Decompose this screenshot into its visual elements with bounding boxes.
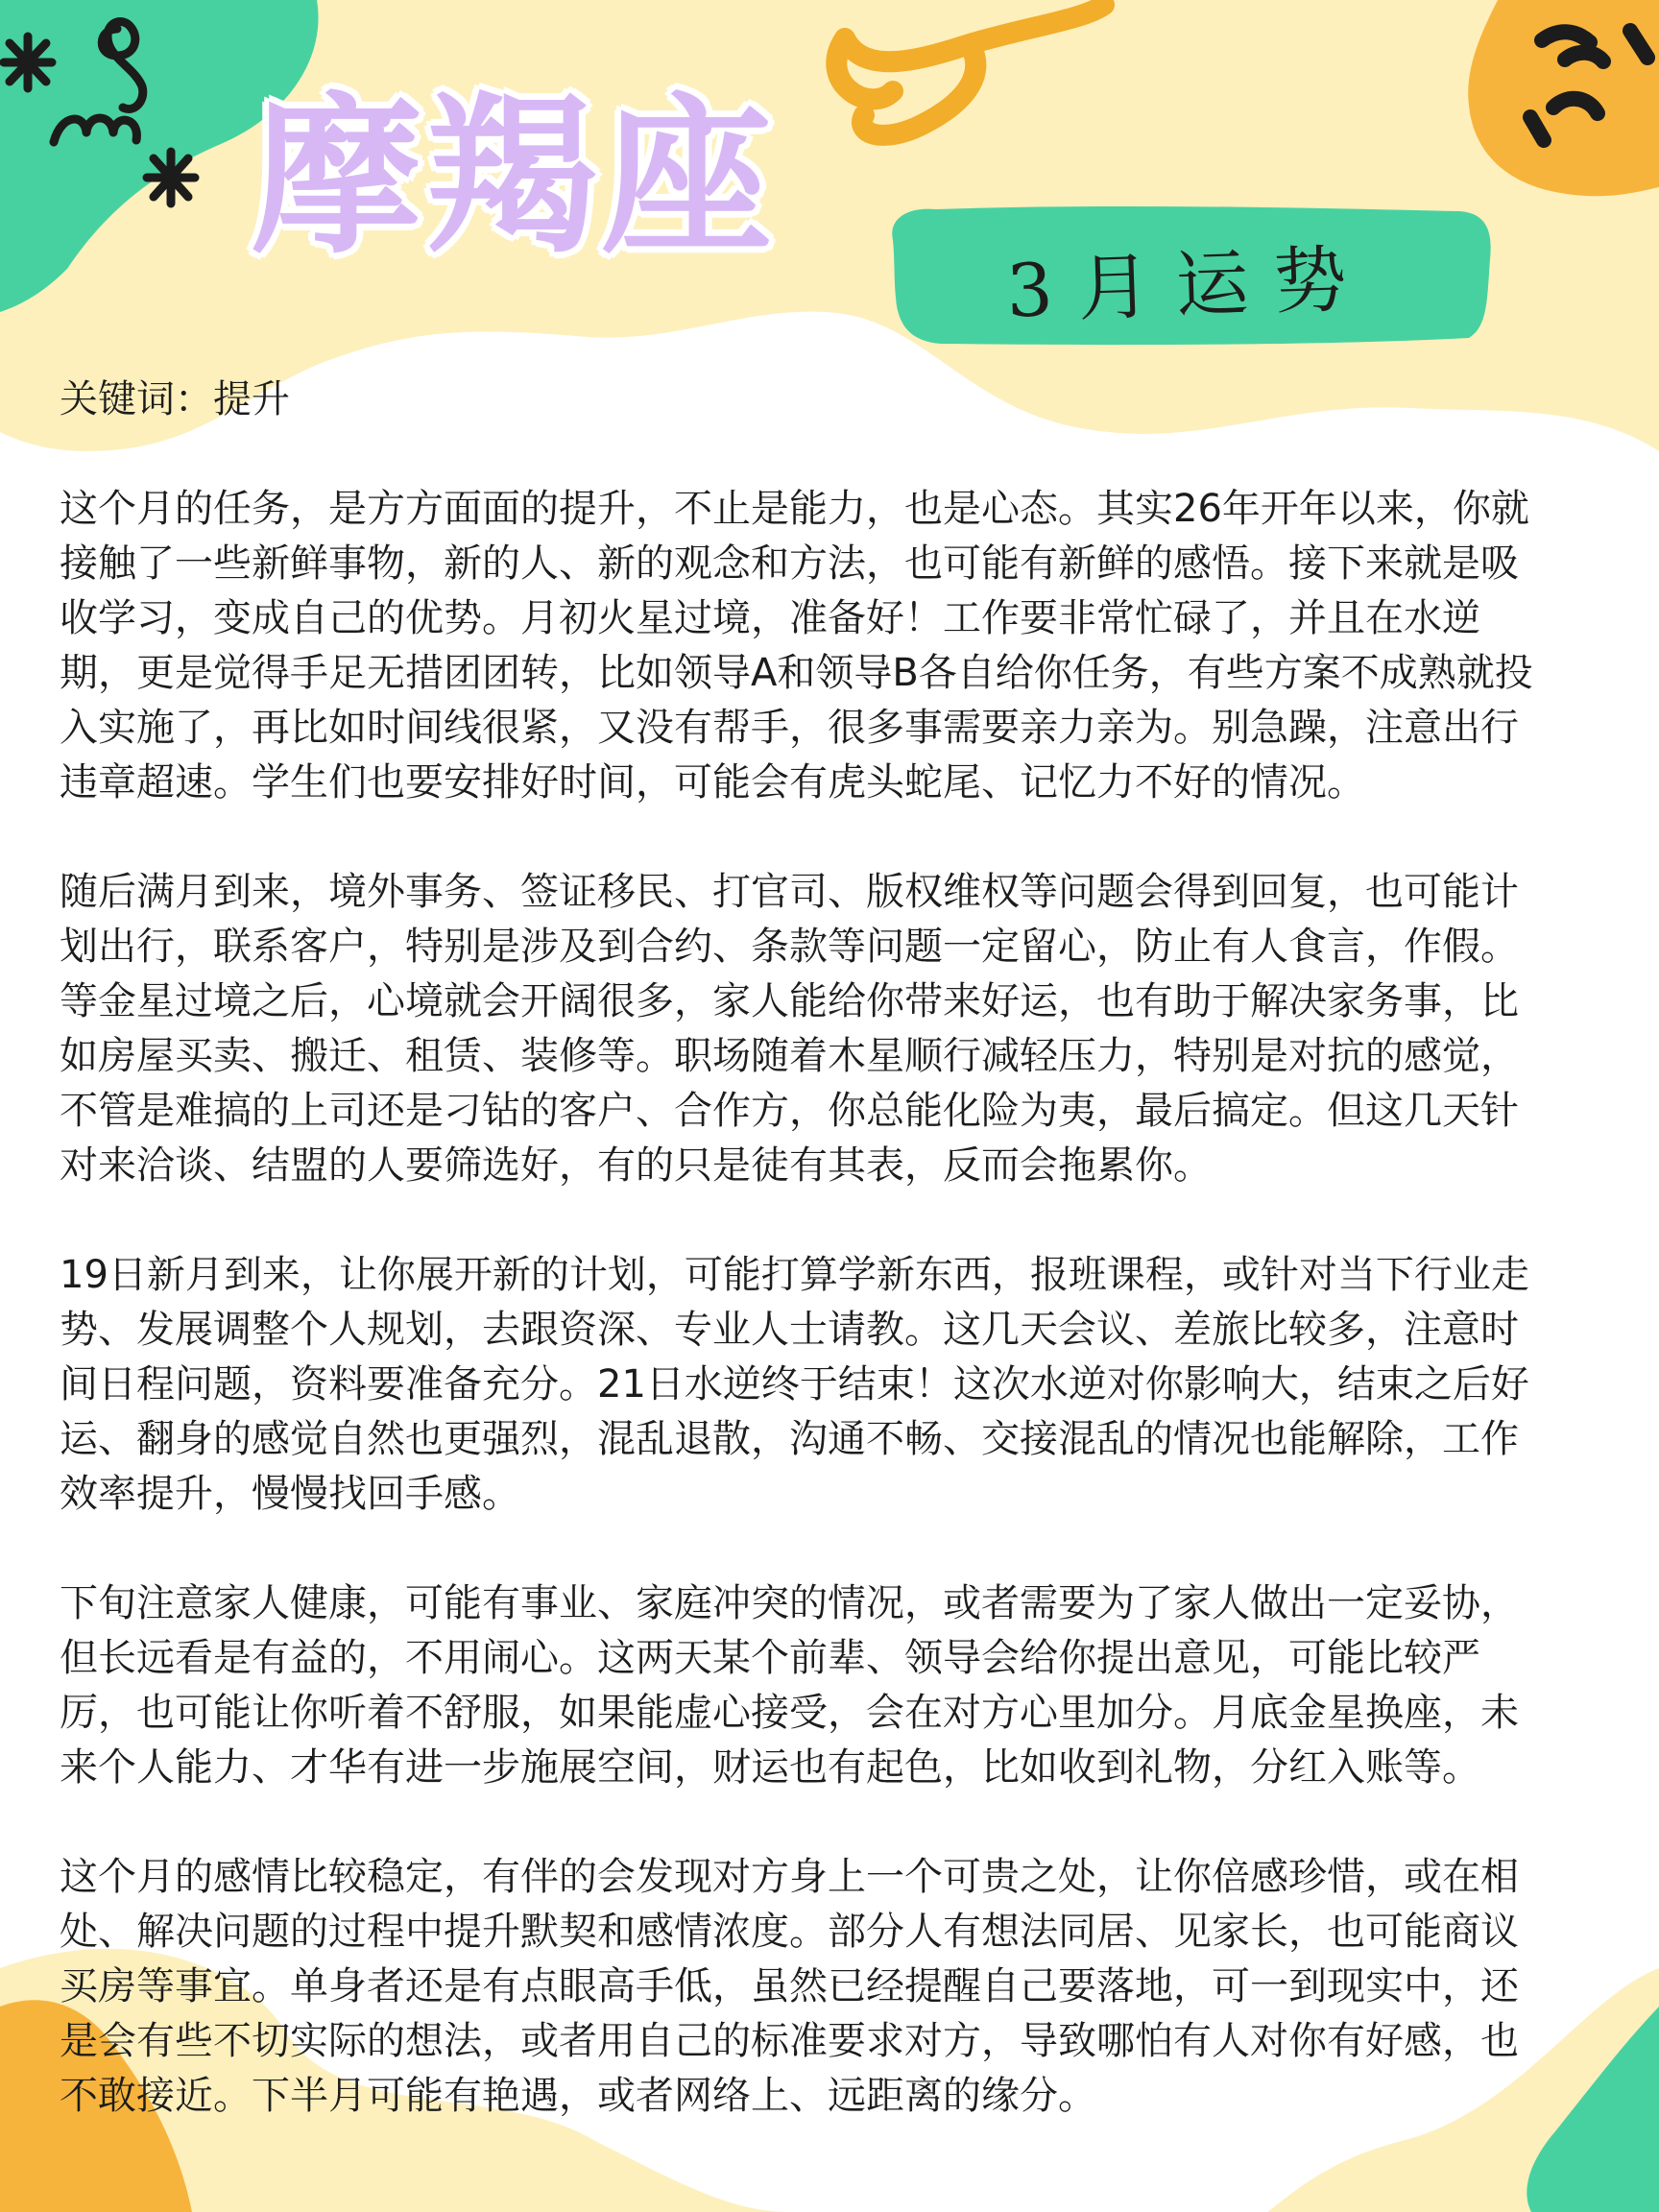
paragraph-line: 效率提升，慢慢找回手感。 bbox=[60, 1472, 520, 1516]
paragraph-line: 但长远看是有益的，不用闹心。这两天某个前辈、领导会给你提出意见，可能比较严 bbox=[60, 1636, 1480, 1680]
keyword-line: 关键词：提升 bbox=[60, 377, 290, 421]
paragraph-line: 势、发展调整个人规划，去跟资深、专业人士请教。这几天会议、差旅比较多，注意时 bbox=[60, 1308, 1519, 1352]
paragraph-line: 这个月的任务，是方方面面的提升，不止是能力，也是心态。其实26年开年以来，你就 bbox=[60, 487, 1529, 531]
paragraph-line: 等金星过境之后，心境就会开阔很多，家人能给你带来好运，也有助于解决家务事，比 bbox=[60, 979, 1519, 1023]
paragraph-line: 这个月的感情比较稳定，有伴的会发现对方身上一个可贵之处，让你倍感珍惜，或在相 bbox=[60, 1855, 1519, 1899]
paragraph-2 bbox=[60, 865, 1605, 1193]
paragraph-line: 随后满月到来，境外事务、签证移民、打官司、版权维权等问题会得到回复，也可能计 bbox=[60, 870, 1519, 914]
paragraph-line: 处、解决问题的过程中提升默契和感情浓度。部分人有想法同居、见家长，也可能商议 bbox=[60, 1910, 1519, 1954]
paragraph-line: 如房屋买卖、搬迁、租赁、装修等。职场随着木星顺行减轻压力，特别是对抗的感觉， bbox=[60, 1034, 1519, 1078]
paragraph-5 bbox=[60, 1850, 1605, 2124]
paragraph-line: 间日程问题，资料要准备充分。21日水逆终于结束！这次水逆对你影响大，结束之后好 bbox=[60, 1362, 1529, 1407]
paragraph-3 bbox=[60, 1248, 1605, 1522]
paragraph-line: 下旬注意家人健康，可能有事业、家庭冲突的情况，或者需要为了家人做出一定妥协， bbox=[60, 1581, 1519, 1625]
paragraph-line: 19日新月到来，让你展开新的计划，可能打算学新东西，报班课程，或针对当下行业走 bbox=[60, 1253, 1529, 1297]
paragraph-line: 不敢接近。下半月可能有艳遇，或者网络上、远距离的缘分。 bbox=[60, 2074, 1096, 2118]
paragraph-line: 是会有些不切实际的想法，或者用自己的标准要求对方，导致哪怕有人对你有好感，也 bbox=[60, 2019, 1519, 2063]
paragraph-line: 不管是难搞的上司还是刁钻的客户、合作方，你总能化险为夷，最后搞定。但这几天针 bbox=[60, 1089, 1519, 1133]
paragraph-line: 违章超速。学生们也要安排好时间，可能会有虎头蛇尾、记忆力不好的情况。 bbox=[60, 760, 1365, 805]
paragraph-line: 运、翻身的感觉自然也更强烈，混乱退散，沟通不畅、交接混乱的情况也能解除，工作 bbox=[60, 1417, 1519, 1461]
paragraph-line: 对来洽谈、结盟的人要筛选好，有的只是徒有其表，反而会拖累你。 bbox=[60, 1143, 1212, 1188]
paragraph-line: 接触了一些新鲜事物，新的人、新的观念和方法，也可能有新鲜的感悟。接下来就是吸 bbox=[60, 541, 1519, 586]
paragraph-line: 厉，也可能让你听着不舒服，如果能虚心接受，会在对方心里加分。月底金星换座，未 bbox=[60, 1691, 1519, 1735]
subtitle-badge bbox=[889, 207, 1488, 349]
paragraph-1 bbox=[60, 482, 1605, 810]
paragraph-line: 期，更是觉得手足无措团团转，比如领导A和领导B各自给你任务，有些方案不成熟就投 bbox=[60, 651, 1533, 695]
paragraph-line: 入实施了，再比如时间线很紧，又没有帮手，很多事需要亲力亲为。别急躁，注意出行 bbox=[60, 706, 1519, 750]
paragraph-line: 买房等事宜。单身者还是有点眼高手低，虽然已经提醒自己要落地，可一到现实中，还 bbox=[60, 1964, 1519, 2008]
article-body bbox=[60, 373, 1605, 2178]
paragraph-4 bbox=[60, 1576, 1605, 1795]
paragraph-line: 划出行，联系客户，特别是涉及到合约、条款等问题一定留心，防止有人食言，作假。 bbox=[60, 925, 1519, 969]
paragraph-line: 来个人能力、才华有进一步施展空间，财运也有起色，比如收到礼物，分红入账等。 bbox=[60, 1745, 1480, 1790]
paragraph-line: 收学习，变成自己的优势。月初火星过境，准备好！工作要非常忙碌了，并且在水逆 bbox=[60, 596, 1480, 640]
page-title: 摩羯座 bbox=[252, 78, 776, 276]
subtitle-text: 3月运势 bbox=[1004, 234, 1373, 334]
